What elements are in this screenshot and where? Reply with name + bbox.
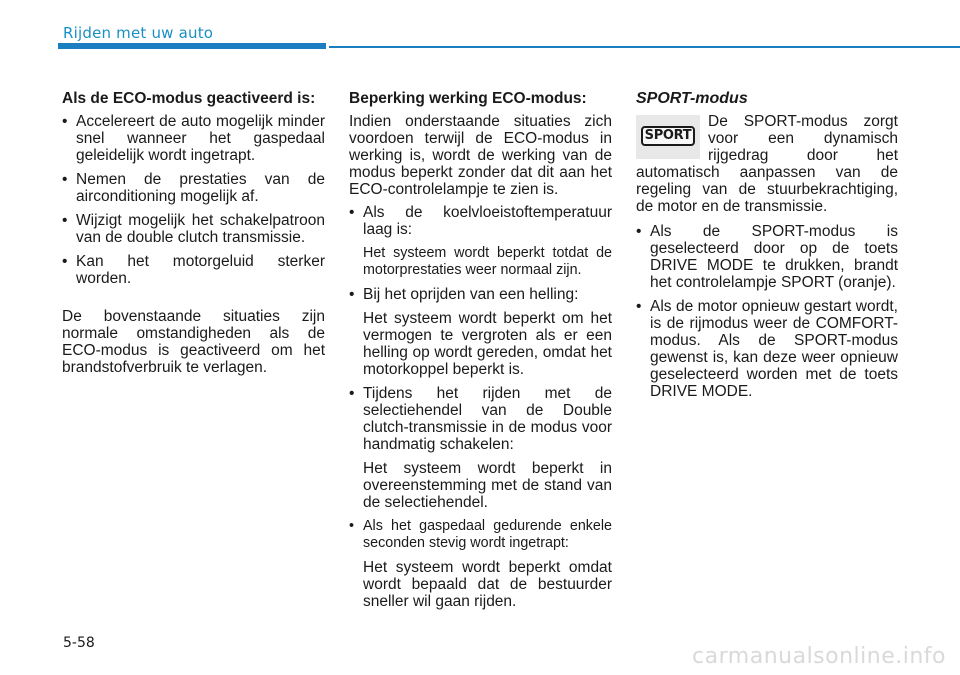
sport-intro-block: [636, 113, 898, 215]
list-item-detail: Het systeem wordt beperkt in overeenstemming met de stand van de selectiehendel.: [363, 460, 612, 511]
eco-active-heading: Als de ECO-modus geactiveerd is:: [62, 90, 316, 107]
list-item: • Als de motor opnieuw gestart wordt, is de rijmodus weer de COMFORT-modus. Als de SPORT-modus gewenst is, kan deze weer opnieuw geselecteerd worden met de toets DRIVE MODE.: [636, 298, 898, 400]
eco-limits-heading: Beperking werking ECO-modus:: [349, 90, 587, 107]
list-item-detail: Het systeem wordt beperkt totdat de motorprestaties weer normaal zijn.: [363, 245, 612, 278]
list-item: • Bij het oprijden van een helling:: [349, 286, 612, 303]
list-item-detail: Het systeem wordt beperkt omdat wordt bepaald dat de bestuurder sneller wil gaan rijden.: [363, 559, 612, 610]
list-item: • Als de SPORT-modus is geselecteerd door op de toets DRIVE MODE te drukken, brandt het controlelampje SPORT (oranje).: [636, 223, 898, 291]
sport-mode-heading: SPORT-modus: [636, 90, 748, 107]
column-sport-mode: [636, 90, 898, 407]
sport-mode-intro: De SPORT-modus zorgt voor een dynamisch rijgedrag door het automatisch aanpassen van de regeling van de stuurbekrachtiging, de motor en de transmissie.: [636, 113, 898, 215]
list-item: • Als de koelvloeistoftemperatuur laag is:: [349, 204, 612, 238]
list-item: • Tijdens het rijden met de selectiehendel van de Double clutch-transmissie in de modus voor handmatig schakelen:: [349, 385, 612, 453]
list-item: • Nemen de prestaties van de airconditioning mogelijk af.: [62, 171, 325, 205]
column-eco-limits: [349, 90, 612, 617]
page-number: 5-58: [63, 635, 95, 651]
header-rule-thick: [58, 43, 326, 49]
header-rule-thin: [329, 46, 960, 48]
watermark: carmanualsonline.info: [692, 644, 946, 669]
sport-indicator-label: SPORT: [641, 126, 695, 146]
list-item: • Wijzigt mogelijk het schakelpatroon van de double clutch transmissie.: [62, 212, 325, 246]
list-item-detail: Het systeem wordt beperkt om het vermogen te vergroten als er een helling op wordt gereden, omdat het motorkoppel beperkt is.: [363, 310, 612, 378]
sport-mode-list: [636, 223, 898, 400]
list-item: • Als het gaspedaal gedurende enkele seconden stevig wordt ingetrapt:: [349, 518, 612, 552]
eco-limits-list: [349, 204, 612, 238]
list-item: • Accelereert de auto mogelijk minder snel wanneer het gaspedaal geleidelijk wordt ingetrapt.: [62, 113, 325, 164]
section-title: Rijden met uw auto: [63, 24, 214, 42]
column-eco-active: [62, 90, 325, 382]
eco-active-list: [62, 113, 325, 287]
list-item: • Kan het motorgeluid sterker worden.: [62, 253, 325, 287]
eco-active-note: De bovenstaande situaties zijn normale omstandigheden als de ECO-modus is geactiveerd om het brandstofverbruik te verlagen.: [62, 308, 325, 376]
sport-indicator-icon: [636, 115, 700, 159]
eco-limits-intro: Indien onderstaande situaties zich voordoen terwijl de ECO-modus in werking is, wordt de werking van de modus beperkt zonder dat dit aan het ECO-controlelampje te zien is.: [349, 113, 612, 198]
